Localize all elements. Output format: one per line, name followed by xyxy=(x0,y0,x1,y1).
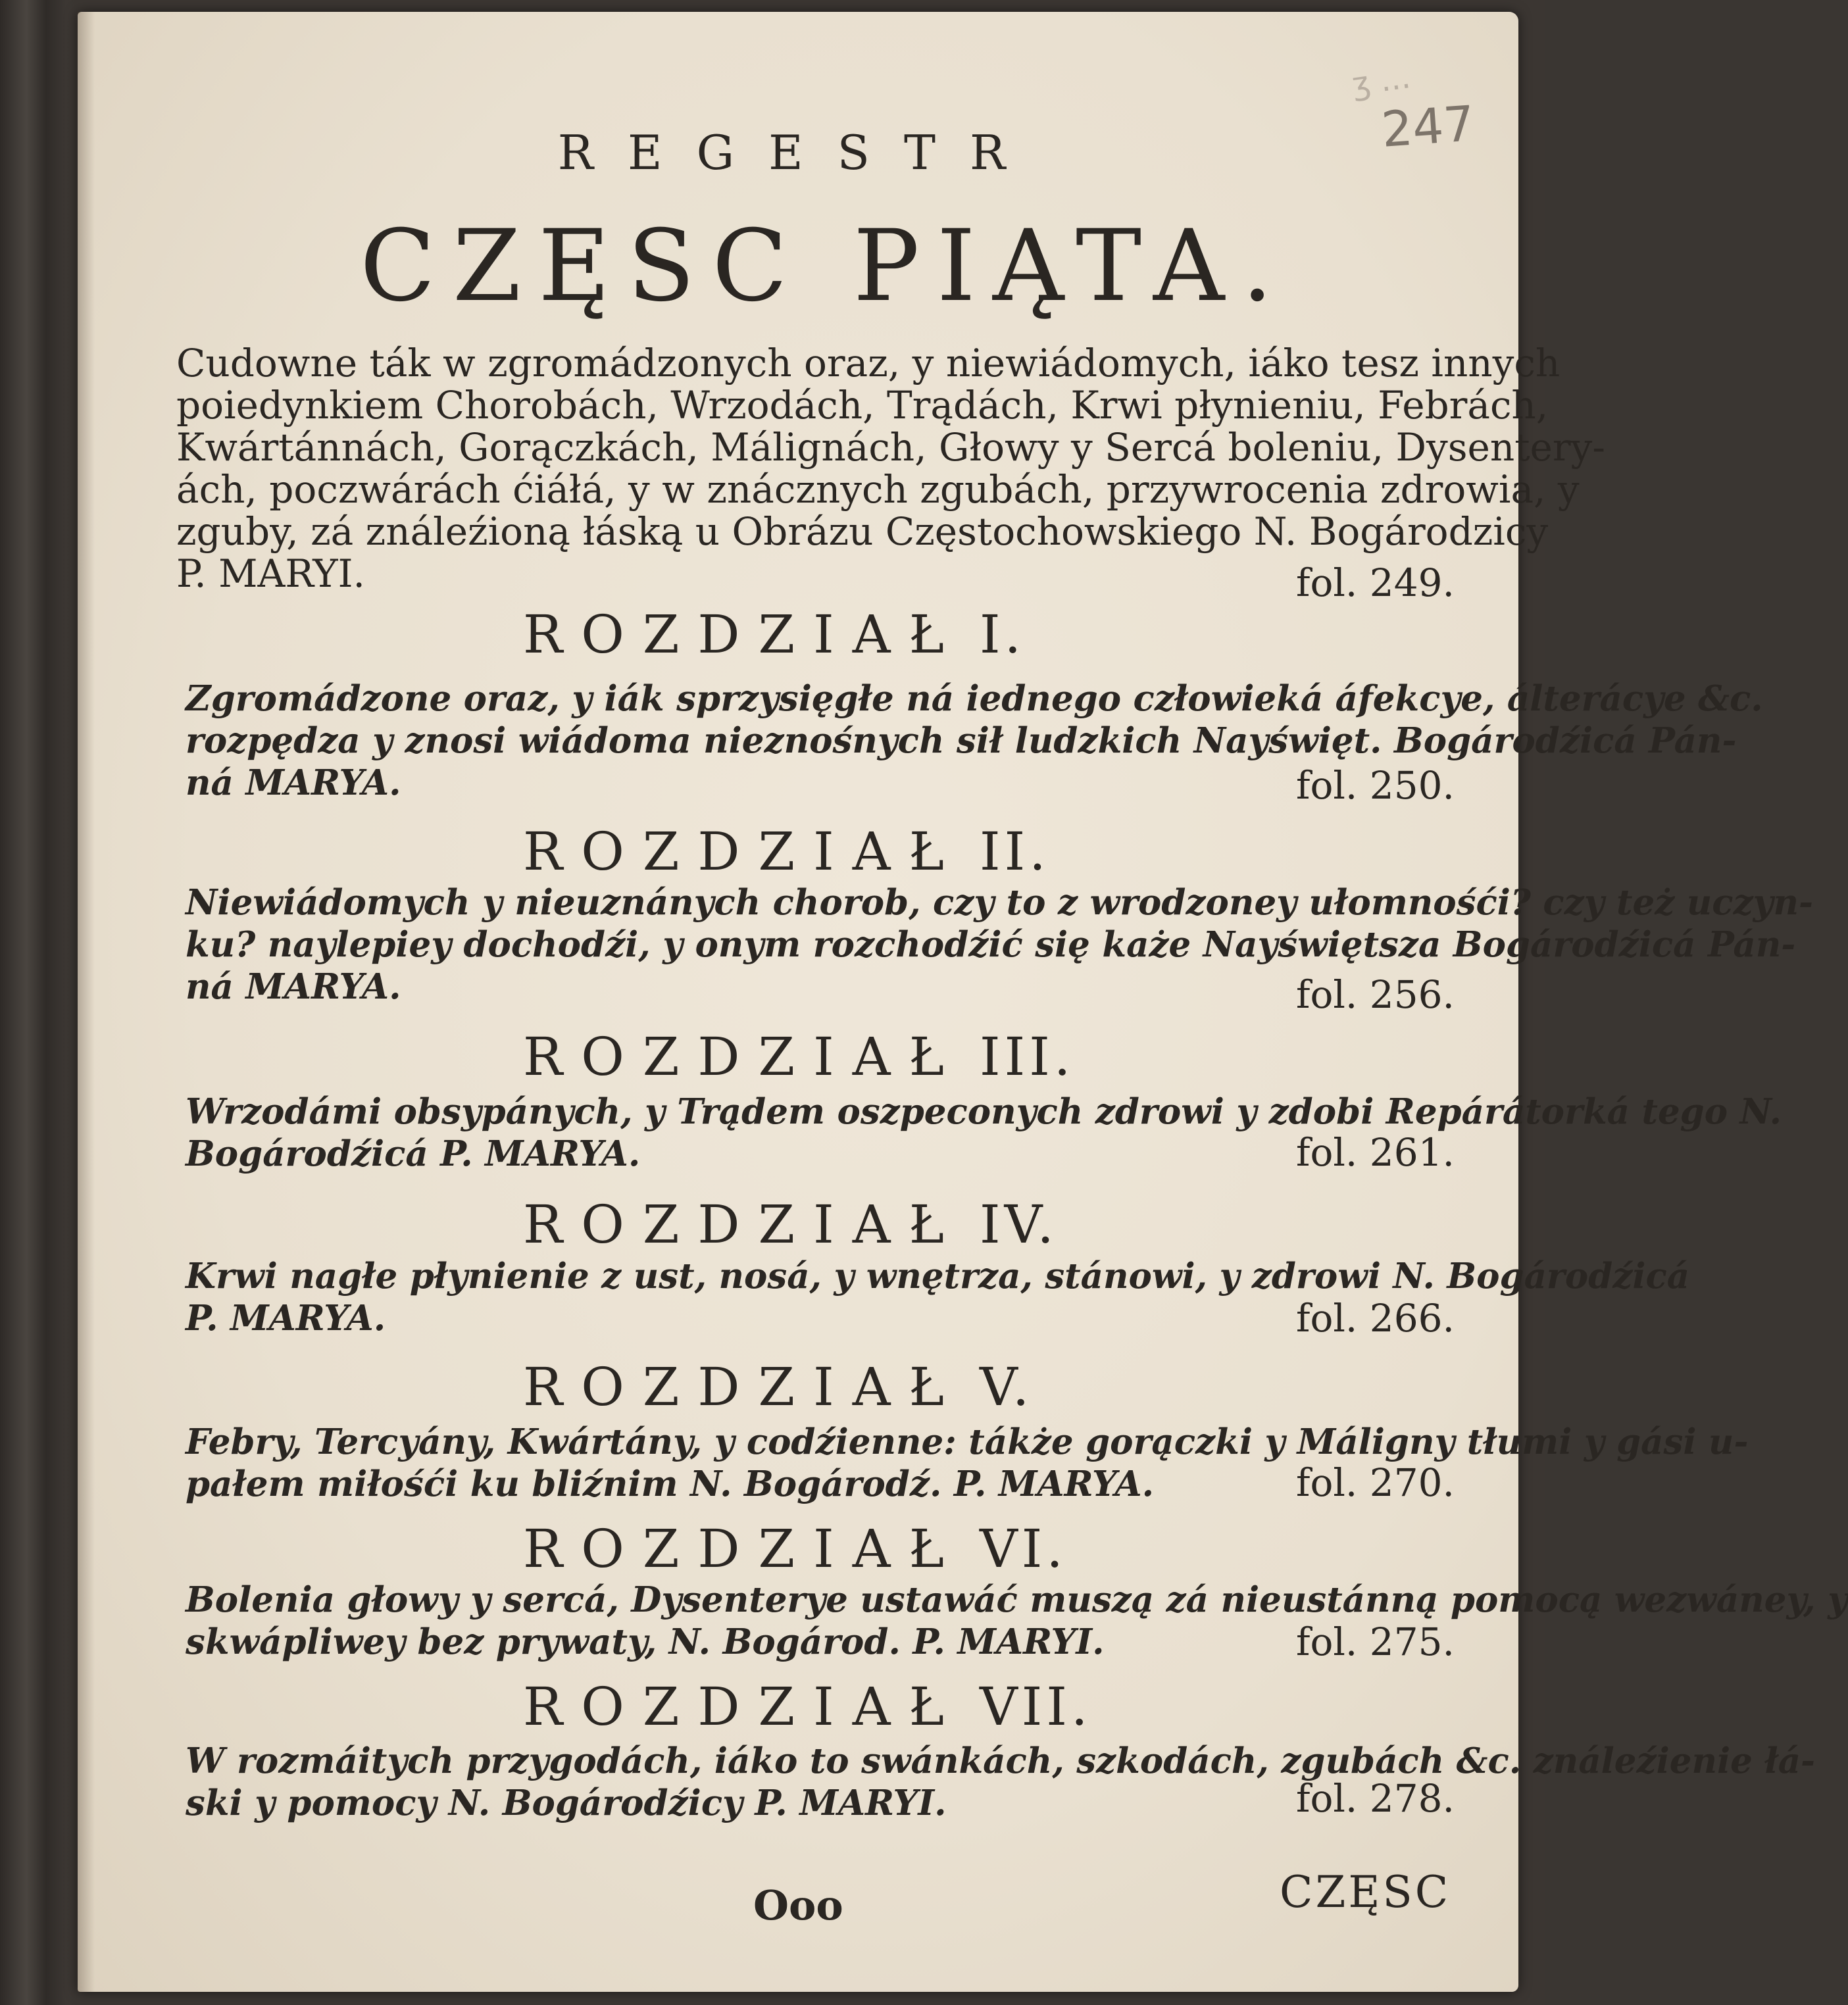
intro-line: poiedynkiem Chorobách, Wrzodách, Trądách, Krwi płynieniu, Febrách, xyxy=(176,383,1549,428)
catchword: CZĘSC xyxy=(1280,1867,1451,1918)
summary-line: skwápliwey bez prywaty, N. Bogárod. P. MARYI. xyxy=(186,1621,1105,1662)
folio-pencil-mark: ʒ ... xyxy=(1349,59,1413,103)
chapter-summary xyxy=(186,1740,1816,1824)
chapter-summary xyxy=(186,678,1763,804)
chapter-heading xyxy=(523,1356,1033,1418)
chapter-folio-ref: fol. 250. xyxy=(1296,763,1455,808)
chapter-number: III. xyxy=(980,1026,1075,1087)
summary-line: Niewiádomych y nieuznánych chorob, czy to z wrodzoney ułomnośći? czy też uczyn- xyxy=(186,882,1813,923)
chapter-summary xyxy=(186,1255,1690,1339)
chapter-label: ROZDZIAŁ xyxy=(523,1356,963,1418)
summary-line: Krwi nagłe płynienie z ust, nosá, y wnętrza, stánowi, y zdrowi N. Bogárodźicá xyxy=(186,1256,1690,1297)
summary-line: pałem miłośći ku bliźnim N. Bogárodź. P. MARYA. xyxy=(186,1464,1155,1504)
intro-paragraph xyxy=(176,341,1605,596)
chapter-heading xyxy=(523,1194,1058,1255)
intro-line: Kwártánnách, Gorączkách, Málignách, Głowy y Sercá boleniu, Dysentery- xyxy=(176,425,1605,470)
intro-line: P. MARYI. xyxy=(176,551,365,596)
intro-line: zguby, zá ználeźioną łáską u Obrázu Częstochowskiego N. Bogárodzicy xyxy=(176,509,1549,554)
chapter-label: ROZDZIAŁ xyxy=(523,1194,963,1255)
chapter-heading xyxy=(523,604,1025,665)
chapter-label: ROZDZIAŁ xyxy=(523,1026,963,1087)
summary-line: ná MARYA. xyxy=(186,762,401,803)
part-title: CZĘSC PIĄTA. xyxy=(360,209,1290,324)
chapter-number: I. xyxy=(980,604,1026,665)
chapter-heading xyxy=(523,821,1050,882)
summary-line: P. MARYA. xyxy=(186,1298,386,1339)
chapter-folio-ref: fol. 256. xyxy=(1296,972,1455,1017)
chapter-folio-ref: fol. 261. xyxy=(1296,1130,1455,1175)
summary-line: Zgromádzone oraz, y iák sprzysięgłe ná iednego człowieká áfekcye, álterácye &c. xyxy=(186,678,1763,719)
chapter-summary xyxy=(186,1421,1749,1505)
summary-line: Wrzodámi obsypánych, y Trądem oszpeconych zdrowi y zdobi Repárátorká tego N. xyxy=(186,1091,1782,1132)
chapter-folio-ref: fol. 270. xyxy=(1296,1460,1455,1505)
intro-line: ách, poczwárách ćiáłá, y w znácznych zgubách, przywrocenia zdrowia, y xyxy=(176,467,1580,512)
chapter-label: ROZDZIAŁ xyxy=(523,604,963,665)
summary-line: rozpędza y znosi wiádoma nieznośnych sił ludzkich Nayświęt. Bogárodźicá Pán- xyxy=(186,720,1737,761)
summary-line: W rozmáitych przygodách, iáko to swánkách, szkodách, zgubách &c. ználeźienie łá- xyxy=(186,1741,1816,1781)
chapter-summary xyxy=(186,881,1813,1008)
chapter-number: VII. xyxy=(980,1676,1092,1737)
chapter-number: II. xyxy=(980,821,1050,882)
summary-line: ná MARYA. xyxy=(186,966,401,1007)
chapter-number: V. xyxy=(980,1356,1034,1418)
chapter-number: IV. xyxy=(980,1194,1058,1255)
summary-line: Bogárodźicá P. MARYA. xyxy=(186,1133,641,1174)
chapter-summary xyxy=(186,1579,1848,1663)
chapter-label: ROZDZIAŁ xyxy=(523,1518,963,1579)
summary-line: ski y pomocy N. Bogárodźicy P. MARYI. xyxy=(186,1783,947,1823)
chapter-label: ROZDZIAŁ xyxy=(523,1676,963,1737)
chapter-heading xyxy=(523,1676,1091,1737)
summary-line: Bolenia głowy y sercá, Dysenterye ustawáć muszą zá nieustánną pomocą wezwáney, y xyxy=(186,1579,1848,1620)
chapter-summary xyxy=(186,1091,1782,1175)
chapter-folio-ref: fol. 275. xyxy=(1296,1620,1455,1664)
summary-line: Febry, Tercyány, Kwártány, y codźienne: tákże gorączki y Máligny tłumi y gási u- xyxy=(186,1422,1749,1462)
chapter-folio-ref: fol. 278. xyxy=(1296,1776,1455,1821)
intro-folio-ref: fol. 249. xyxy=(1296,560,1455,605)
signature-mark: Ooo xyxy=(753,1881,843,1929)
chapter-folio-ref: fol. 266. xyxy=(1296,1296,1455,1341)
chapter-heading xyxy=(523,1026,1074,1087)
chapter-heading xyxy=(523,1518,1067,1579)
intro-line: Cudowne ták w zgromádzonych oraz, y niewiádomych, iáko tesz innych xyxy=(176,341,1561,385)
running-header: REGESTR xyxy=(557,125,1040,180)
summary-line: ku? naylepiey dochodźi, y onym rozchodźić się każe Nayświętsza Bogárodźicá Pán- xyxy=(186,924,1796,965)
chapter-label: ROZDZIAŁ xyxy=(523,821,963,882)
folio-number: 247 xyxy=(1380,95,1477,159)
chapter-number: VI. xyxy=(980,1518,1067,1579)
